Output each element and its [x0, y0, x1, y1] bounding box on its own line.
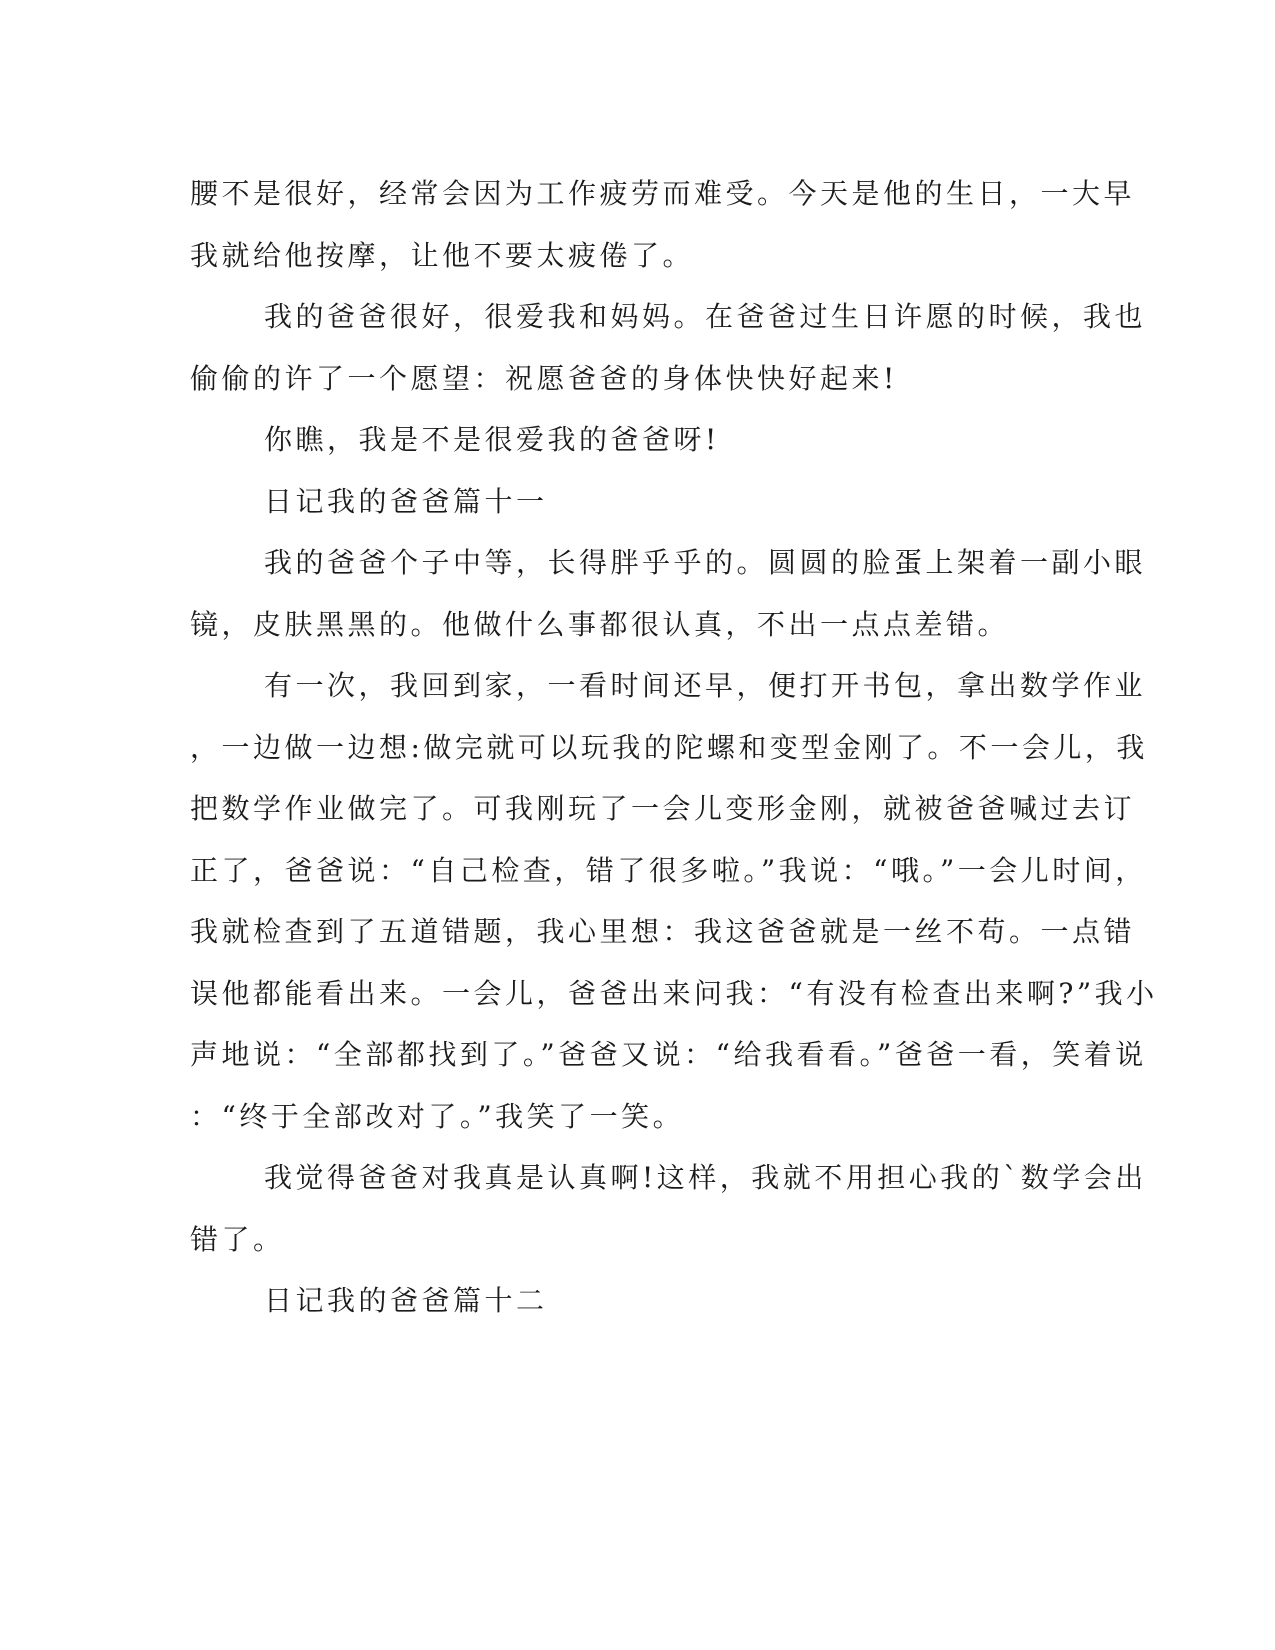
document-body: [190, 163, 1158, 1332]
text-line: 我的爸爸个子中等，长得胖乎乎的。圆圆的脸蛋上架着一副小眼: [264, 546, 1147, 579]
section-heading: 日记我的爸爸篇十一: [264, 484, 548, 518]
text-line: 你瞧，我是不是很爱我的爸爸呀!: [264, 423, 720, 456]
section-heading: 日记我的爸爸篇十二: [264, 1284, 548, 1317]
text-line: 镜，皮肤黑黑的。他做什么事都很认真，不出一点点差错。: [190, 607, 1010, 641]
text-line: ：“终于全部改对了。”我笑了一笑。: [190, 1099, 685, 1133]
text-line: 误他都能看出来。一会儿，爸爸出来问我：“有没有检查出来啊?”我小: [190, 976, 1158, 1010]
text-line: 声地说：“全部都找到了。”爸爸又说：“给我看看。”爸爸一看，笑着说: [190, 1038, 1147, 1071]
text-line: 错了。: [190, 1222, 285, 1256]
text-line: 我就检查到了五道错题，我心里想：我这爸爸就是一丝不苟。一点错: [190, 915, 1136, 948]
text-line: ，一边做一边想:做完就可以玩我的陀螺和变型金刚了。不一会儿，我: [190, 730, 1148, 764]
text-line: 我的爸爸很好，很爱我和妈妈。在爸爸过生日许愿的时候，我也: [264, 300, 1147, 333]
text-line: 正了，爸爸说：“自己检查，错了很多啦。”我说：“哦。”一会儿时间，: [190, 853, 1147, 887]
text-line: 我就给他按摩，让他不要太疲倦了。: [190, 238, 695, 272]
text-line: 把数学作业做完了。可我刚玩了一会儿变形金刚，就被爸爸喊过去订: [190, 792, 1136, 825]
text-line: 偷偷的许了一个愿望：祝愿爸爸的身体快快好起来!: [190, 361, 898, 395]
text-line: 腰不是很好，经常会因为工作疲劳而难受。今天是他的生日，一大早: [190, 177, 1136, 210]
text-line: 有一次，我回到家，一看时间还早，便打开书包，拿出数学作业: [264, 669, 1147, 702]
text-line: 我觉得爸爸对我真是认真啊!这样，我就不用担心我的`数学会出: [264, 1161, 1147, 1194]
